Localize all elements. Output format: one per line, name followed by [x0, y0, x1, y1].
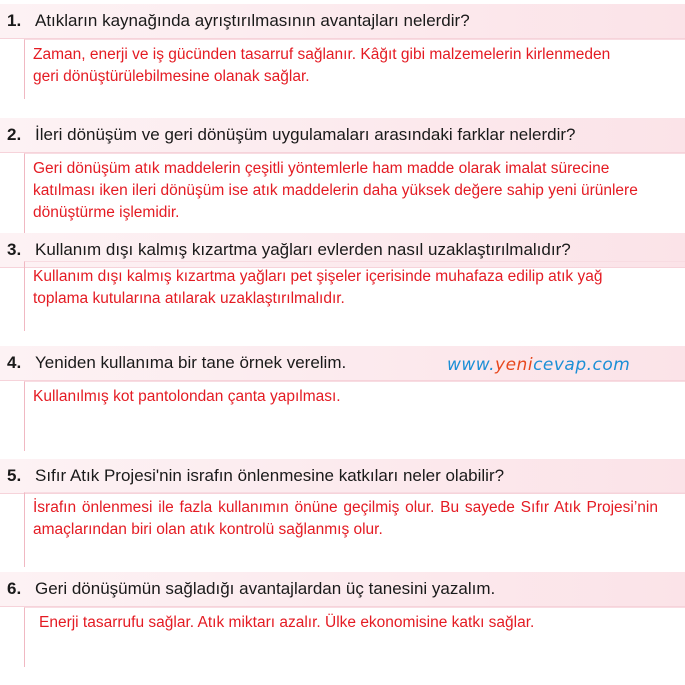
answer-text: Kullanım dışı kalmış kızartma yağları pet şişeler içerisinde muhafaza edilip atık yağ toplama kutularına atılarak uzaklaştırılmalıdır.	[33, 268, 603, 307]
question-block-6	[0, 572, 685, 631]
answer-box	[24, 39, 685, 99]
question-text: Yeniden kullanıma bir tane örnek verelim.	[35, 353, 347, 372]
question-block-1	[0, 4, 685, 85]
question-block-5	[0, 459, 685, 538]
question-bar	[0, 118, 685, 153]
question-number: 2.	[7, 125, 22, 144]
watermark-part: www.	[447, 355, 496, 375]
answer-text: Zaman, enerji ve iş gücünden tasarruf sağlanır. Kâğıt gibi malzemelerin kirlenmeden geri dönüştürülebilmesine olanak sağlar.	[33, 46, 611, 85]
question-block-2	[0, 118, 685, 221]
watermark-part: .com	[586, 355, 631, 375]
answer-box	[24, 153, 685, 233]
watermark-logo	[447, 355, 630, 375]
question-bar	[0, 4, 685, 39]
watermark-part: cevap	[533, 355, 587, 375]
answer-text: İsrafın önlenmesi ile fazla kullanımın önüne geçilmiş olur. Bu sayede Sıfır Atık Projesi’nin amaçlarından biri olan atık kontrolü sağlanmış olur.	[33, 499, 658, 538]
answer-text: Geri dönüşüm atık maddelerin çeşitli yöntemlerle ham madde olarak imalat sürecine katılması iken ileri dönüşüm ise atık maddelerin daha yüksek değere sahip yeni ürünlere dönüştürme işlemidir.	[33, 160, 638, 221]
question-number: 1.	[7, 11, 22, 30]
answer-box	[24, 261, 685, 331]
question-bar	[0, 572, 685, 607]
answer-text: Enerji tasarrufu sağlar. Atık miktarı azalır. Ülke ekonomisine katkı sağlar.	[39, 614, 535, 631]
question-number: 4.	[7, 353, 22, 372]
question-number: 5.	[7, 466, 22, 485]
question-text: Kullanım dışı kalmış kızartma yağları evlerden nasıl uzaklaştırılmalıdır?	[35, 240, 571, 259]
question-text: İleri dönüşüm ve geri dönüşüm uygulamaları arasındaki farklar nelerdir?	[35, 125, 576, 144]
answer-box	[24, 492, 685, 567]
question-text: Atıkların kaynağında ayrıştırılmasının avantajları nelerdir?	[35, 11, 470, 30]
question-number: 3.	[7, 240, 22, 259]
answer-box	[24, 381, 685, 451]
question-number: 6.	[7, 579, 22, 598]
answer-box	[24, 607, 685, 667]
answer-text: Kullanılmış kot pantolondan çanta yapılması.	[33, 388, 341, 405]
question-block-3	[0, 233, 685, 307]
watermark-part: yeni	[495, 355, 534, 375]
question-text: Geri dönüşümün sağladığı avantajlardan üç tanesini yazalım.	[35, 579, 496, 598]
question-text: Sıfır Atık Projesi'nin israfın önlenmesine katkıları neler olabilir?	[35, 466, 505, 485]
question-bar	[0, 459, 685, 494]
